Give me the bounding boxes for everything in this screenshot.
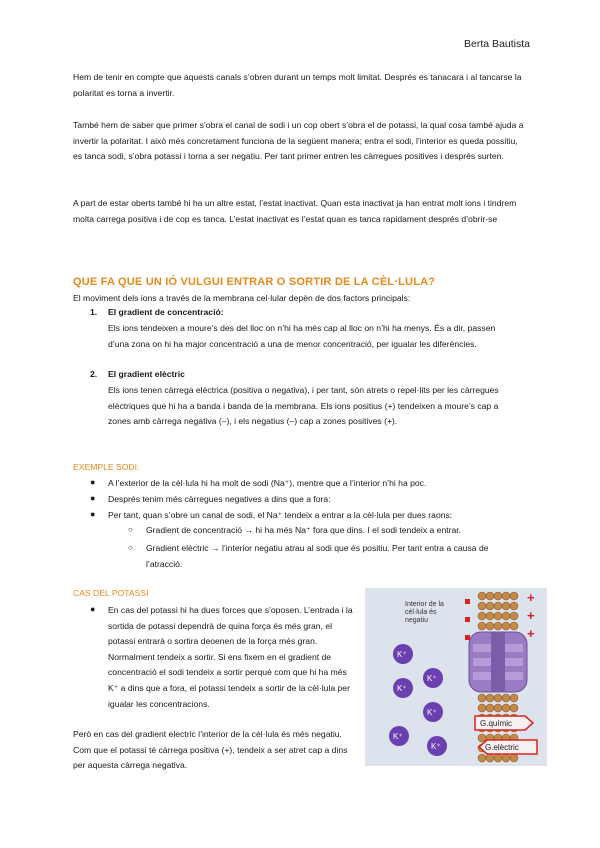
svg-text:K⁺: K⁺ (393, 732, 403, 741)
bullet-dot: ● (90, 477, 96, 487)
list-title-2: El gradient elèctric (108, 369, 185, 379)
list-text-1: Els ions tendeixen a moure’s des del lloc on n’hi ha més cap al lloc on n’hi ha menys. És a dir, passen d’una zona on hi ha major concentració a una de menor concentració, per igualar les diferències. (108, 323, 496, 349)
ion-channel-protein (469, 632, 527, 692)
minus-signs (465, 599, 470, 640)
figure-label-line-1: Interior de la (405, 601, 444, 608)
plus-signs (527, 590, 535, 641)
potassium-ions (389, 644, 447, 756)
electric-gradient-arrow (479, 740, 537, 754)
example-bullet-2: Després tenim més càrregues negatives a dins que a fora: (108, 494, 331, 504)
svg-text:K⁺: K⁺ (397, 684, 407, 693)
intro-paragraph-2: També hem de saber que primer s’obra el canal de sodi i un cop obert s’obra el de potassi, la qual cosa també ajuda a invertir la polaritat. I això més concretament funciona de la següent manera; entra el sodi, l’interior es queda possitiu, es tanca sodi, s’obra potassi i torna a ser negatiu. Per tant primer entren les càrregues positives i després surten. (73, 120, 524, 162)
membrane-figure (365, 588, 547, 766)
svg-text:G.químic: G.químic (480, 719, 513, 728)
list-number-1: 1. (90, 307, 98, 317)
bullet-dot: ● (90, 509, 96, 519)
example-bullet-1: A l’exterior de la cèl·lula hi ha molt de sodi (Na⁺), mentre que a l’interior n’hi ha poc. (108, 478, 427, 488)
example-heading: EXEMPLE SODI: (73, 462, 140, 472)
figure-label-line-2: cèl·lula és (405, 609, 437, 616)
potassium-bullet: En cas del potassi hi ha dues forces que s’oposen. L’entrada i la sortida de potassi dependrà de quina força és més gran, el potassi entrarà o sortira deoenen de la força més gran. Normalment tendeix a sortir. Si ens fixem en el gradient de concentració el sodi tendeix a sortir perquè com que hi ha més K⁺ a dins que a fora, el potassi tendeix a sortir de la cèl·lula per igualar les concentracions. (108, 605, 353, 709)
example-sub-1: Gradient de concentració → hi ha més Na⁺ fora que dins. I el sodi tendeix a entrar. (146, 525, 462, 535)
intro-paragraph-3: A part de estar oberts també hi ha un altre estat, l’estat inactivat. Quan esta inactivat ja han entrat molt ions i tindrem molta carrega positiva i de cop es tanca. L’estat inactivat es l’estat quan es tanca rapidament després d’obrir-se (73, 198, 517, 224)
example-sub-2: Gradient elèctric → l’interior negatiu atrau al sodi que és positiu. Per tant entra a causa de l’atracció. (146, 543, 489, 569)
example-bullet-3: Per tant, quan s’obre un canal de sodi, el Na⁺ tendeix a entrar a la cèl·lula per dues raons: (108, 510, 453, 520)
svg-text:K⁺: K⁺ (427, 674, 437, 683)
sub-bullet-circle: ○ (128, 525, 133, 534)
membrane-diagram (365, 588, 547, 766)
list-title-1: El gradient de concentració: (108, 307, 224, 317)
svg-text:+: + (527, 608, 535, 623)
svg-text:K⁺: K⁺ (431, 742, 441, 751)
svg-text:+: + (527, 626, 535, 641)
intro-paragraph-1: Hem de tenir en compte que aquests canals s’obren durant un temps molt limitat. Després es tanacara i al tancarse la polaritat es torna a invertir. (73, 72, 522, 98)
section-heading: QUE FA QUE UN IÓ VULGUI ENTRAR O SORTIR DE LA CÈL·LULA? (73, 276, 436, 288)
chemical-gradient-arrow (475, 716, 533, 730)
list-text-2: Els ions tenen càrrega elèctrica (positiva o negativa), i per tant, són atrets o repel·lits per les càrregues elèctriques que hi ha a banda i banda de la membrana. Els ions positius (+) tendeixen a moure’s cap a zones amb càrrega negativa (–), i els negatius (–) cap a zones positives (+). (108, 385, 499, 427)
svg-text:K⁺: K⁺ (427, 708, 437, 717)
author-name: Berta Bautista (464, 38, 530, 50)
bullet-dot: ● (90, 604, 96, 614)
potassium-heading: CAS DEL POTASSI (73, 588, 149, 598)
svg-text:+: + (527, 590, 535, 605)
svg-text:G.elèctric: G.elèctric (485, 743, 519, 752)
sub-bullet-circle: ○ (128, 543, 133, 552)
svg-text:K⁺: K⁺ (397, 650, 407, 659)
potassium-paragraph: Però en cas del gradient electric l’interior de la cèl·lula és més negatiu. Com que el potassi té càrrega positiva (+), tendeix a ser atret cap a dins per aquesta càrrega negativa. (73, 729, 348, 771)
figure-label-line-3: negatiu (405, 617, 428, 624)
section-lead: El moviment dels ions a través de la membrana cel·lular depèn de dos factors principals: (73, 293, 411, 303)
list-number-2: 2. (90, 369, 98, 379)
bullet-dot: ● (90, 493, 96, 503)
